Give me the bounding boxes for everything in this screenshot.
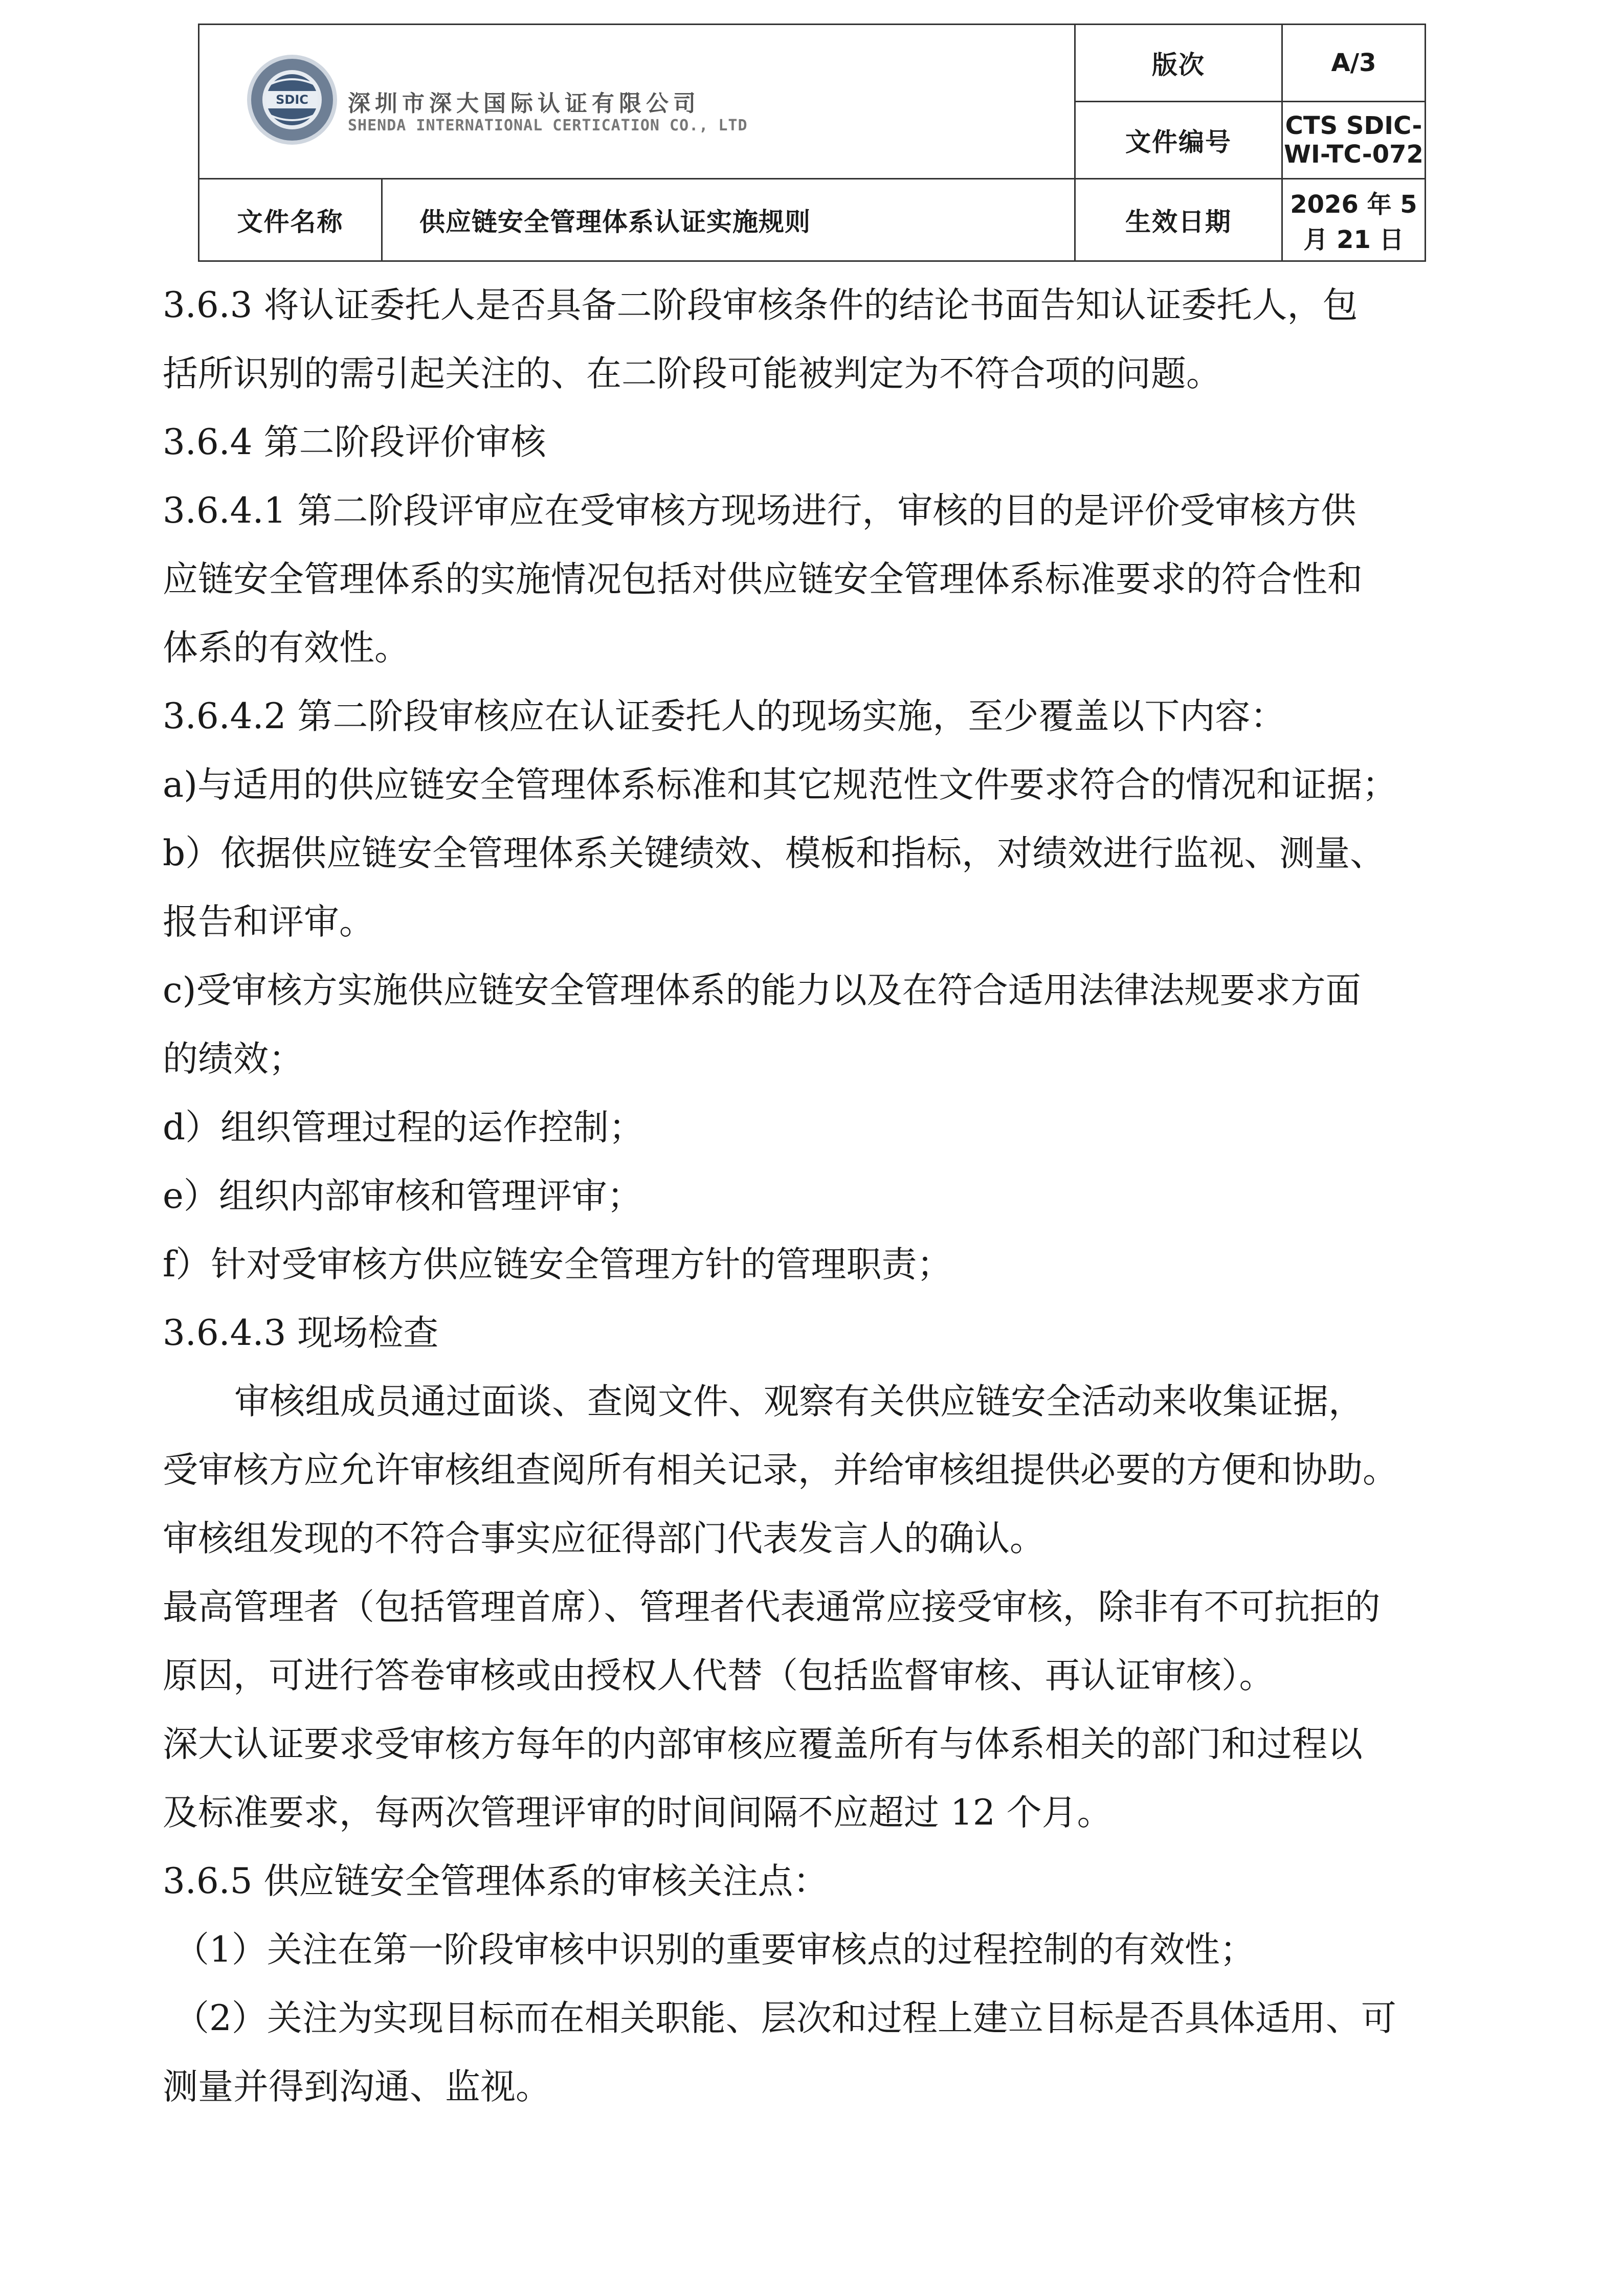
document-header-table: [198, 24, 1426, 262]
list-item: c)受审核方实施供应链安全管理体系的能力以及在符合适用法律法规要求方面: [163, 970, 1361, 1011]
list-item: f）针对受审核方供应链安全管理方针的管理职责；: [163, 1244, 952, 1285]
svg-text:SDIC: SDIC: [276, 93, 308, 107]
list-item: e）组织内部审核和管理评审；: [163, 1176, 642, 1217]
company-logo: [246, 53, 859, 155]
list-item: （2）关注为实现目标而在相关职能、层次和过程上建立目标是否具体适用、可: [174, 1998, 1396, 2039]
body-line: 及标准要求，每两次管理评审的时间间隔不应超过 12 个月。: [163, 1792, 1113, 1833]
body-line: 的绩效；: [163, 1039, 304, 1079]
list-item: （1）关注在第一阶段审核中识别的重要审核点的过程控制的有效性；: [174, 1929, 1255, 1970]
body-line: 受审核方应允许审核组查阅所有相关记录，并给审核组提供必要的方便和协助。: [163, 1450, 1398, 1491]
body-line: 体系的有效性。: [163, 627, 410, 668]
body-line: 括所识别的需引起关注的、在二阶段可能被判定为不符合项的问题。: [163, 353, 1221, 394]
company-logo-cell: [199, 25, 1075, 179]
list-item: d）组织管理过程的运作控制；: [163, 1107, 644, 1148]
body-line: 3.6.3 将认证委托人是否具备二阶段审核条件的结论书面告知认证委托人，包: [163, 285, 1358, 326]
company-name-en: SHENDA INTERNATIONAL CERTICATION CO., LTD: [348, 117, 748, 134]
document-name-value: 供应链安全管理体系认证实施规则: [382, 178, 1075, 261]
list-item: b）依据供应链安全管理体系关键绩效、模板和指标，对绩效进行监视、测量、: [163, 833, 1386, 874]
body-line: 最高管理者（包括管理首席）、管理者代表通常应接受审核，除非有不可抗拒的: [163, 1587, 1381, 1628]
edition-label: 版次: [1075, 25, 1282, 102]
body-line: 报告和评审。: [163, 902, 374, 942]
company-seal-icon: [246, 53, 339, 146]
body-line: 原因，可进行答卷审核或由授权人代替（包括监督审核、再认证审核）。: [163, 1655, 1275, 1696]
edition-value: A/3: [1282, 25, 1426, 102]
document-number-value: CTS SDIC-WI-TC-072: [1282, 101, 1426, 178]
body-line: 审核组发现的不符合事实应征得部门代表发言人的确认。: [163, 1518, 1045, 1559]
document-body: [163, 271, 1493, 2121]
document-name-label: 文件名称: [199, 178, 382, 261]
body-line: 3.6.4.1 第二阶段评审应在受审核方现场进行，审核的目的是评价受审核方供: [163, 490, 1356, 531]
effective-date-label: 生效日期: [1075, 178, 1282, 261]
company-name-cn: 深圳市深大国际认证有限公司: [348, 91, 700, 117]
body-line: 审核组成员通过面谈、查阅文件、观察有关供应链安全活动来收集证据，: [234, 1381, 1364, 1422]
document-number-label: 文件编号: [1075, 101, 1282, 178]
list-item: a)与适用的供应链安全管理体系标准和其它规范性文件要求符合的情况和证据；: [163, 764, 1398, 805]
body-line: 深大认证要求受审核方每年的内部审核应覆盖所有与体系相关的部门和过程以: [163, 1724, 1363, 1765]
body-line: 3.6.4.2 第二阶段审核应在认证委托人的现场实施，至少覆盖以下内容：: [163, 696, 1286, 737]
section-heading: 3.6.4 第二阶段评价审核: [163, 422, 546, 463]
effective-date-value: 2026 年 5 月 21 日: [1282, 178, 1426, 261]
body-line: 应链安全管理体系的实施情况包括对供应链安全管理体系标准要求的符合性和: [163, 559, 1363, 600]
body-line: 测量并得到沟通、监视。: [163, 2066, 551, 2107]
section-heading: 3.6.5 供应链安全管理体系的审核关注点：: [163, 1861, 829, 1902]
section-heading: 3.6.4.3 现场检查: [163, 1313, 439, 1354]
